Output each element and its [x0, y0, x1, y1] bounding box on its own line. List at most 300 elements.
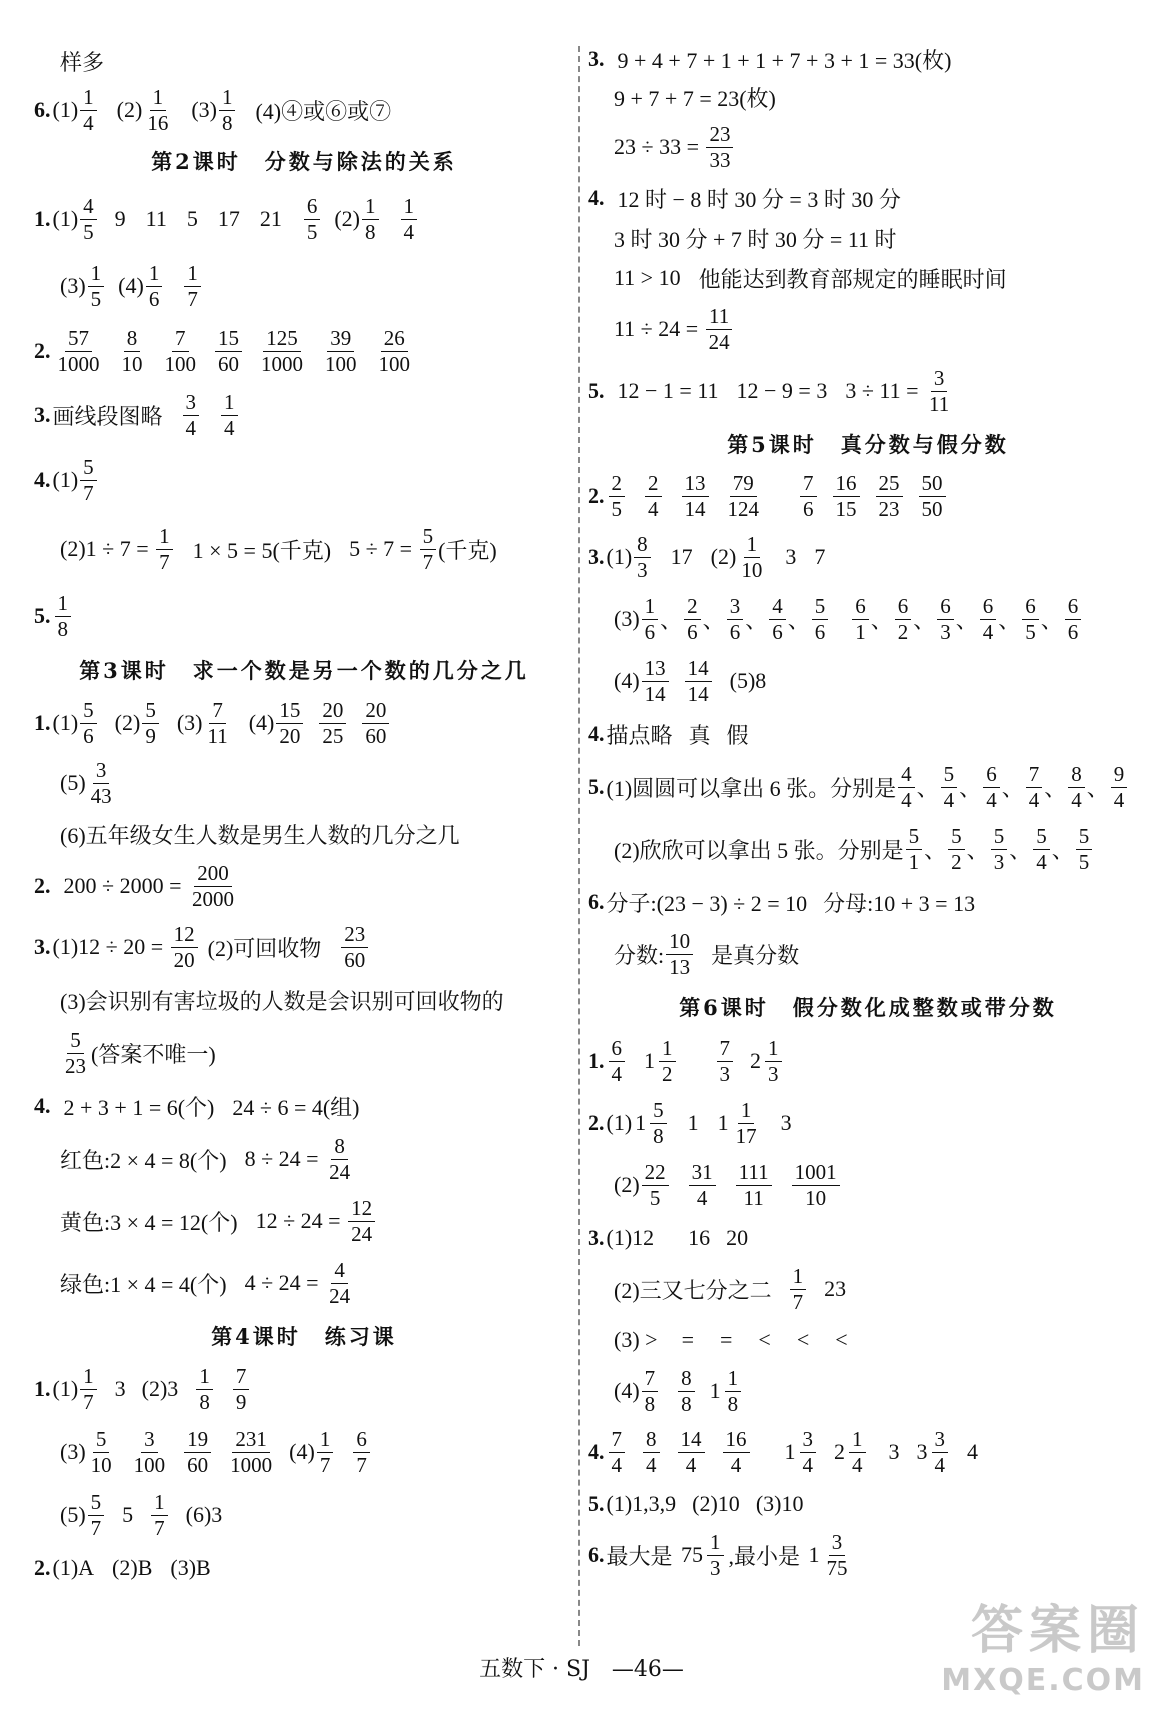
fraction-denominator: 5 — [611, 496, 622, 521]
fraction — [376, 325, 414, 376]
fraction-denominator: 6 — [83, 723, 94, 748]
answer-text: 200 ÷ 2000 = — [52, 873, 187, 898]
fraction-numerator: 1 — [317, 1429, 334, 1453]
mixed-number — [635, 1097, 669, 1148]
mixed-whole: 2 — [834, 1439, 845, 1464]
answer-line — [588, 298, 1148, 360]
fraction-numerator: 6 — [895, 596, 912, 620]
fraction-denominator: 1000 — [57, 351, 100, 376]
fraction-numerator: 8 — [643, 1429, 660, 1453]
fraction-denominator: 4 — [646, 1452, 657, 1477]
answer-text: 、 — [870, 607, 893, 633]
fraction-denominator: 3 — [768, 1061, 779, 1086]
fraction — [609, 1035, 626, 1086]
answer-text: 、 — [916, 775, 939, 801]
fraction-numerator: 1 — [88, 263, 105, 287]
fraction-numerator: 16 — [833, 473, 860, 497]
fraction-denominator: 14 — [684, 496, 706, 521]
fraction-denominator: 10 — [805, 1185, 827, 1210]
fraction — [142, 697, 159, 748]
answer-line — [588, 1484, 1148, 1524]
answer-line — [588, 756, 1148, 818]
answer-text: 5 — [186, 206, 198, 231]
fraction — [319, 697, 346, 748]
answer-text: 4 ÷ 24 = — [244, 1270, 325, 1295]
fraction — [812, 593, 829, 644]
fraction — [948, 823, 965, 874]
right-column — [588, 40, 1148, 1586]
answer-line — [34, 1022, 574, 1084]
fraction — [204, 697, 230, 748]
answer-line — [34, 916, 574, 978]
fraction — [733, 1097, 760, 1148]
answer-text: 他能达到教育部规定的睡眠时间 — [698, 266, 1007, 292]
answer-text: 11 > 10 — [614, 265, 681, 290]
fraction — [937, 593, 954, 644]
fraction-denominator: 4 — [1071, 787, 1082, 812]
fraction — [983, 761, 1000, 812]
answer-text: (1)12 — [606, 1225, 655, 1250]
fraction-denominator: 6 — [1067, 619, 1079, 644]
fraction-numerator: 2 — [645, 473, 662, 497]
fraction-denominator: 10 — [741, 557, 763, 582]
fraction-denominator: 13 — [669, 954, 691, 979]
fraction-denominator: 4 — [1028, 787, 1040, 812]
answer-line — [34, 514, 574, 584]
mixed-number — [834, 1426, 868, 1477]
answer-text: 分母:10 + 3 = 13 — [823, 890, 976, 916]
fraction-numerator: 3 — [727, 596, 744, 620]
mixed-whole: 1 — [808, 1542, 820, 1567]
fraction-denominator: 24 — [351, 1221, 373, 1246]
fraction — [88, 260, 105, 311]
answer-text: 假 — [726, 722, 749, 748]
fraction — [650, 1097, 667, 1148]
fraction — [227, 1426, 275, 1477]
fraction — [317, 1426, 334, 1477]
fraction-denominator: 5 — [1078, 849, 1090, 874]
fraction-numerator: 1 — [146, 263, 163, 287]
answer-text: 最大是 — [606, 1543, 679, 1569]
fraction — [258, 325, 306, 376]
answer-line — [588, 78, 1148, 116]
fraction — [1022, 593, 1039, 644]
fraction — [645, 470, 662, 521]
answer-text: (3) — [176, 710, 203, 735]
fraction-denominator: 3 — [993, 849, 1005, 874]
fraction-denominator: 6 — [148, 286, 160, 311]
answer-text: (1) — [52, 97, 79, 122]
fraction — [88, 1426, 115, 1477]
answer-text: 、 — [1044, 775, 1067, 801]
answer-text: (6)3 — [185, 1502, 223, 1527]
fraction-denominator: 3 — [719, 1061, 730, 1086]
answer-text: 、 — [1086, 775, 1109, 801]
fraction-denominator: 6 — [729, 619, 741, 644]
watermark-text: 答案圈 — [970, 1601, 1145, 1661]
fraction-denominator: 8 — [57, 616, 68, 641]
fraction — [736, 1159, 772, 1210]
answer-text: 5 ÷ 7 = — [349, 536, 418, 561]
fraction-numerator: 9 — [1111, 764, 1128, 788]
fraction-numerator: 1 — [765, 1038, 782, 1062]
fraction-denominator: 7 — [356, 1452, 367, 1477]
question-number: 2. — [588, 1110, 605, 1135]
fraction — [1065, 593, 1082, 644]
fraction-denominator: 8 — [681, 1391, 692, 1416]
fraction-numerator: 8 — [331, 1136, 348, 1160]
fraction-numerator: 1 — [219, 87, 236, 111]
fraction-denominator: 6 — [687, 619, 698, 644]
answer-line — [34, 1252, 574, 1314]
fraction — [196, 1363, 213, 1414]
fraction — [322, 325, 360, 376]
answer-text: (4) — [614, 668, 640, 693]
fraction-denominator: 9 — [235, 1389, 247, 1414]
answer-line — [588, 712, 1148, 756]
fraction — [980, 593, 997, 644]
answer-text: (5)8 — [729, 668, 767, 693]
fraction-numerator: 111 — [736, 1162, 772, 1186]
fraction — [88, 1489, 105, 1540]
fraction-numerator: 23 — [706, 124, 733, 148]
fraction-denominator: 8 — [365, 219, 376, 244]
section-heading: 第2课时 分数与除法的关系 — [151, 149, 457, 174]
question-number: 3. — [588, 544, 605, 569]
fraction-numerator: 1 — [156, 526, 173, 550]
question-number: 5. — [588, 378, 605, 403]
fraction — [215, 325, 242, 376]
answer-text: 真 — [688, 722, 711, 748]
fraction — [898, 761, 915, 812]
fraction — [184, 1426, 211, 1477]
mixed-number — [709, 1365, 744, 1416]
fraction-denominator: 17 — [735, 1123, 757, 1148]
answer-text: 12 时 − 8 时 30 分 = 3 时 30 分 — [606, 186, 901, 212]
fraction — [717, 1035, 734, 1086]
fraction-denominator: 10 — [90, 1452, 112, 1477]
answer-text: (2)10 — [692, 1491, 740, 1516]
answer-text: 12 − 1 = 11 — [606, 378, 719, 403]
answer-text: (2) — [116, 97, 143, 122]
fraction-numerator: 1 — [849, 1429, 866, 1453]
fraction-denominator: 11 — [743, 1185, 764, 1210]
fraction-numerator: 5 — [88, 1492, 105, 1516]
answer-text: < — [796, 1327, 810, 1352]
answer-line — [34, 82, 574, 138]
question-number: 4. — [588, 185, 605, 210]
fraction-numerator: 1 — [80, 1366, 97, 1390]
answer-text: 分数: — [614, 942, 665, 968]
fraction-denominator: 1000 — [230, 1452, 273, 1477]
answer-text: 4 — [967, 1439, 978, 1464]
answer-line — [588, 218, 1148, 258]
fraction-numerator: 10 — [666, 931, 693, 955]
fraction-denominator: 4 — [943, 787, 955, 812]
fraction — [326, 1133, 353, 1184]
fraction-numerator: 5 — [948, 826, 965, 850]
fraction-denominator: 8 — [644, 1391, 656, 1416]
fraction-numerator: 6 — [353, 1429, 370, 1453]
fraction — [824, 1529, 851, 1580]
fraction-denominator: 5 — [90, 286, 102, 311]
fraction-denominator: 14 — [644, 681, 666, 706]
mixed-whole: 2 — [750, 1048, 761, 1073]
fraction-numerator: 7 — [233, 1366, 250, 1390]
fraction-numerator: 200 — [194, 863, 232, 887]
answer-text: (2) — [114, 710, 141, 735]
fraction — [131, 1426, 169, 1477]
fraction-numerator: 8 — [678, 1368, 695, 1392]
fraction-denominator: 24 — [329, 1283, 351, 1308]
fraction — [926, 365, 952, 416]
answer-text: 1 × 5 = 5(千克) — [192, 537, 332, 563]
fraction-denominator: 60 — [365, 723, 387, 748]
answer-text: 8 ÷ 24 = — [244, 1146, 325, 1171]
mixed-whole: 75 — [681, 1542, 704, 1567]
answer-text: ,最小是 — [728, 1543, 806, 1569]
fraction-numerator: 8 — [1068, 764, 1085, 788]
fraction-denominator: 25 — [322, 723, 344, 748]
question-number: 4. — [34, 467, 51, 492]
fraction-numerator: 12 — [348, 1198, 375, 1222]
fraction-numerator: 5 — [812, 596, 829, 620]
answer-line — [588, 1524, 1148, 1586]
answer-text: 、 — [787, 607, 810, 633]
fraction-denominator: 4 — [852, 1452, 863, 1477]
watermark-url: MXQE.COM — [941, 1663, 1145, 1698]
fraction-numerator: 1 — [151, 1492, 168, 1516]
fraction-numerator: 20 — [319, 700, 346, 724]
answer-text: (5) — [60, 770, 86, 795]
fraction — [800, 1426, 817, 1477]
answer-line — [588, 924, 1148, 984]
fraction-denominator: 100 — [164, 351, 196, 376]
fraction-numerator: 1 — [362, 196, 379, 220]
answer-line — [34, 754, 574, 812]
fraction-denominator: 4 — [1036, 849, 1047, 874]
question-number: 4. — [588, 721, 605, 746]
answer-text: (6)五年级女生人数是男生人数的几分之几 — [60, 822, 460, 848]
answer-line — [588, 178, 1148, 218]
fraction — [1033, 823, 1050, 874]
fraction — [88, 757, 115, 808]
fraction-denominator: 20 — [279, 723, 301, 748]
answer-line — [34, 1484, 574, 1546]
fraction-denominator: 3 — [637, 557, 648, 582]
answer-text: 分子:(23 − 3) ÷ 2 = 10 — [606, 890, 808, 916]
mixed-number — [644, 1035, 678, 1086]
watermark-logo — [941, 1588, 1145, 1698]
answer-text: (3)B — [170, 1555, 211, 1580]
answer-line — [34, 584, 574, 648]
answer-text: (4) — [614, 1378, 640, 1403]
fraction — [1111, 761, 1128, 812]
fraction — [276, 697, 303, 748]
answer-line — [588, 880, 1148, 924]
mixed-whole: 3 — [916, 1439, 928, 1464]
fraction-denominator: 6 — [644, 619, 656, 644]
answer-text: (4) — [118, 273, 144, 298]
answer-text: (2)可回收物 — [207, 935, 322, 961]
answer-text: = — [719, 1327, 733, 1352]
fraction-numerator: 1001 — [792, 1162, 840, 1186]
fraction-numerator: 1 — [725, 1368, 742, 1392]
fraction-numerator: 5 — [906, 826, 923, 850]
answer-text: 17 — [217, 206, 240, 231]
answer-text: (2) — [710, 544, 737, 569]
question-number: 3. — [34, 402, 51, 427]
answer-line — [34, 1358, 574, 1420]
fraction — [725, 470, 763, 521]
mixed-whole: 1 — [644, 1048, 655, 1073]
answer-text: 是真分数 — [711, 942, 800, 968]
answer-text: 2 + 3 + 1 = 6(个) — [52, 1094, 215, 1120]
fraction-numerator: 7 — [642, 1368, 659, 1392]
fraction-denominator: 100 — [133, 1452, 166, 1477]
fraction-denominator: 75 — [826, 1555, 848, 1580]
answer-text: 9 + 4 + 7 + 1 + 1 + 7 + 3 + 1 = 33(枚) — [606, 47, 952, 73]
fraction — [932, 1426, 949, 1477]
fraction-numerator: 1 — [221, 392, 238, 416]
fraction-denominator: 15 — [835, 496, 857, 521]
fraction-numerator: 5 — [1033, 826, 1050, 850]
answer-line — [588, 1092, 1148, 1154]
mixed-number — [681, 1529, 726, 1580]
answer-line — [34, 978, 574, 1022]
fraction — [765, 1035, 782, 1086]
fraction-numerator: 3 — [93, 760, 110, 784]
fraction-denominator: 7 — [83, 1389, 94, 1414]
fraction-numerator: 5 — [991, 826, 1008, 850]
fraction-denominator: 50 — [921, 496, 943, 521]
fraction-numerator: 1 — [738, 1100, 755, 1124]
fraction-denominator: 7 — [319, 1452, 331, 1477]
answer-line — [34, 184, 574, 254]
answer-text: = — [681, 1327, 694, 1352]
answer-text: (5) — [60, 1502, 86, 1527]
fraction-denominator: 11 — [929, 391, 950, 416]
fraction-numerator: 3 — [800, 1429, 817, 1453]
answer-text: (2)3 — [141, 1376, 179, 1401]
fraction-numerator: 5 — [80, 700, 97, 724]
fraction-denominator: 2 — [951, 849, 962, 874]
fraction — [219, 84, 236, 135]
fraction-denominator: 6 — [772, 619, 783, 644]
answer-text: 画线段图略 — [52, 403, 163, 429]
fraction-numerator: 5 — [650, 1100, 667, 1124]
answer-text: < — [835, 1327, 848, 1352]
fraction-numerator: 7 — [172, 328, 189, 352]
answer-line — [34, 1128, 574, 1190]
answer-line — [588, 1318, 1148, 1362]
fraction-numerator: 1 — [401, 196, 418, 220]
fraction-denominator: 7 — [154, 1515, 165, 1540]
answer-text: 5 — [122, 1502, 134, 1527]
fraction-denominator: 23 — [878, 496, 900, 521]
answer-line — [588, 1362, 1148, 1420]
fraction-numerator: 1 — [707, 1532, 724, 1556]
answer-text: (3) — [60, 1439, 86, 1464]
fraction-denominator: 4 — [611, 1061, 622, 1086]
mixed-number — [784, 1426, 819, 1477]
fraction-numerator: 6 — [1065, 596, 1082, 620]
fraction — [144, 84, 171, 135]
answer-text: (2)1 ÷ 7 = — [60, 536, 155, 561]
answer-text: 11 — [145, 206, 167, 231]
answer-text: (4) — [289, 1439, 315, 1464]
fraction-denominator: 4 — [1113, 787, 1125, 812]
answer-text: 16 — [688, 1225, 711, 1250]
answer-text: 3 ÷ 11 = — [845, 378, 924, 403]
fraction-numerator: 7 — [800, 473, 817, 497]
answer-text: 9 + 7 + 7 = 23(枚) — [614, 85, 776, 111]
fraction — [682, 470, 709, 521]
fraction-numerator: 23 — [341, 924, 368, 948]
fraction-denominator: 1000 — [261, 351, 303, 376]
fraction-numerator: 22 — [642, 1162, 669, 1186]
fraction — [80, 1363, 97, 1414]
answer-text: 黄色:3 × 4 = 12(个) — [60, 1209, 238, 1235]
fraction-numerator: 50 — [919, 473, 946, 497]
fraction-denominator: 20 — [173, 947, 195, 972]
fraction-denominator: 8 — [199, 1389, 210, 1414]
fraction — [919, 470, 946, 521]
fraction-numerator: 31 — [689, 1162, 716, 1186]
answer-line — [34, 446, 574, 514]
fraction-numerator: 4 — [769, 596, 786, 620]
fraction-numerator: 15 — [215, 328, 242, 352]
fraction-denominator: 8 — [727, 1391, 739, 1416]
fraction-denominator: 4 — [934, 1452, 945, 1477]
answer-text: 24 ÷ 6 = 4(组) — [232, 1094, 360, 1120]
fraction-denominator: 4 — [83, 110, 94, 135]
answer-line — [34, 1546, 574, 1590]
fraction-denominator: 60 — [187, 1452, 209, 1477]
fraction — [727, 593, 744, 644]
section-heading: 第3课时 求一个数是另一个数的几分之几 — [79, 658, 529, 683]
answer-text: (千克) — [438, 537, 497, 563]
fraction-denominator: 100 — [325, 351, 357, 376]
fraction-denominator: 4 — [696, 1185, 708, 1210]
answer-text: 、 — [959, 775, 982, 801]
answer-text: (1) — [52, 467, 79, 492]
fraction-numerator: 7 — [1026, 764, 1043, 788]
answer-line — [588, 1260, 1148, 1318]
fraction-denominator: 7 — [159, 549, 170, 574]
fraction-denominator: 4 — [185, 415, 197, 440]
answer-text: (3) > — [614, 1327, 658, 1352]
answer-text: (3) — [191, 97, 217, 122]
mixed-number — [808, 1529, 853, 1580]
fraction — [706, 121, 733, 172]
fraction-numerator: 1 — [790, 1266, 807, 1290]
answer-text: 、 — [745, 607, 768, 633]
answer-line — [588, 360, 1148, 422]
fraction-numerator: 14 — [685, 658, 712, 682]
answer-text: 描点略 — [606, 722, 673, 748]
fraction — [183, 389, 200, 440]
fraction-numerator: 1 — [196, 1366, 213, 1390]
fraction-denominator: 7 — [792, 1289, 804, 1314]
fraction-denominator: 8 — [221, 110, 233, 135]
fraction-numerator: 1 — [744, 534, 761, 558]
fraction — [80, 84, 97, 135]
answer-text: (3) — [60, 273, 86, 298]
answer-line — [588, 526, 1148, 588]
mixed-whole: 1 — [635, 1110, 647, 1135]
answer-text: (2)欣欣可以拿出 5 张。分别是 — [614, 837, 904, 863]
